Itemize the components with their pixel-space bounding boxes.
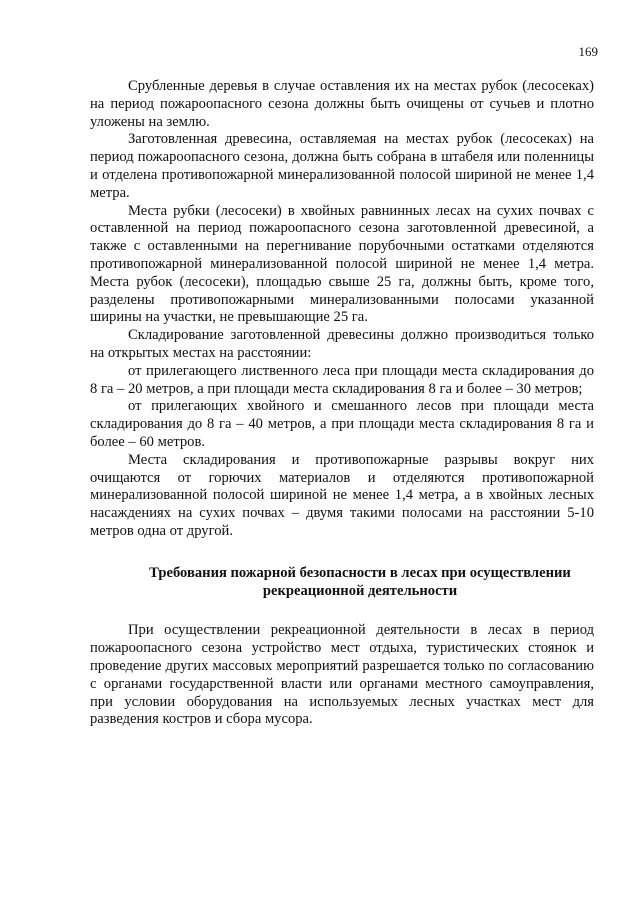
page-number: 169 bbox=[578, 44, 598, 59]
paragraph-deciduous-forest: от прилегающего лиственного леса при площади места складирования до 8 га – 20 метров, а при площади места складирования 8 га и более – 30 метров; bbox=[90, 362, 594, 397]
paragraph-recreation: При осуществлении рекреационной деятельности в лесах в период пожароопасного сезона устройство мест отдыха, туристических стоянок и проведение других массовых мероприятий разрешается только по согласованию с органами государственной власти или органами местного самоуправления, при условии оборудования на используемых лесных участках мест для разведения костров и сбора мусора. bbox=[90, 622, 594, 728]
paragraph-storage-distance: Складирование заготовленной древесины должно производиться только на открытых местах на расстоянии: bbox=[90, 327, 594, 361]
page-content bbox=[90, 78, 594, 729]
paragraph-cutting-sites: Места рубки (лесосеки) в хвойных равнинных лесах на сухих почвах с оставленной на период пожароопасного сезона заготовленной древесиной, а также с оставленными на перегнивание порубочными остатками отделяются противопожарной минерализованной полосой шириной не менее 1,4 метра. Места рубок (лесосеки), площадью свыше 25 га, должны быть, кроме того, разделены противопожарными минерализованными полосами указанной ширины на участки, не превышающие 25 га. bbox=[90, 202, 594, 326]
paragraph-coniferous-forest: от прилегающих хвойного и смешанного лесов при площади места складирования до 8 га – 40 метров, а при площади места складирования 8 га и более – 60 метров. bbox=[90, 398, 594, 450]
paragraph-storage-clearing: Места складирования и противопожарные разрывы вокруг них очищаются от горючих материалов и отделяются противопожарной минерализованной полосой шириной не менее 1,4 метра, а в хвойных лесных насаждениях на сухих почвах – двумя такими полосами на расстоянии 5-10 метров одна от другой. bbox=[90, 451, 594, 539]
paragraph-harvested-wood: Заготовленная древесина, оставляемая на местах рубок (лесосеках) на период пожароопасного сезона, должна быть собрана в штабеля или поленницы и отделена противопожарной минерализованной полосой шириной не менее 1,4 метра. bbox=[90, 131, 594, 201]
section-heading bbox=[90, 565, 594, 601]
section-heading-line-2: рекреационной деятельности bbox=[262, 582, 458, 599]
paragraph-felled-trees: Срубленные деревья в случае оставления их на местах рубок (лесосеках) на период пожароопасного сезона должны быть очищены от сучьев и плотно уложены на землю. bbox=[90, 78, 594, 130]
section-heading-line-1: Требования пожарной безопасности в лесах при осуществлении bbox=[149, 564, 571, 581]
